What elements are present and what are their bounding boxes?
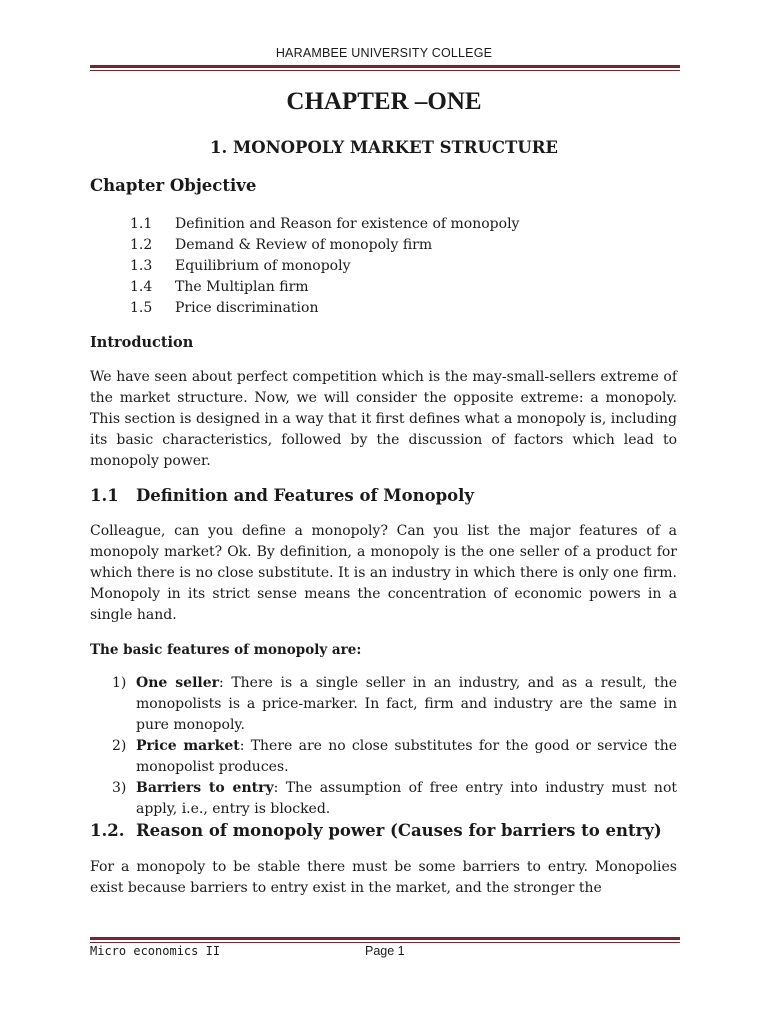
introduction-paragraph: We have seen about perfect competition which is the may-small-sellers extreme of the market structure. Now, we will consider the opposite extreme: a monopoly. This section is designed in a way that it first defines what a monopoly is, including its basic characteristics, followed by the discussion of factors which lead to monopoly power. bbox=[90, 369, 677, 469]
list-item: 2) Price market: There are no close substitutes for the good or service the monopolist produces. bbox=[112, 738, 677, 775]
section-1-1-paragraph: Colleague, can you define a monopoly? Can you list the major features of a monopoly market? Ok. By definition, a monopoly is the one seller of a product for which there is no close substitute. It is an industry in which there is only one firm. Monopoly in its strict sense means the concentration of economic powers in a single hand. bbox=[90, 523, 677, 623]
footer-course: Micro economics II bbox=[90, 944, 221, 958]
list-item: 3) Barriers to entry: The assumption of free entry into industry must not apply, i.e., entry is blocked. bbox=[112, 780, 677, 817]
header-rule bbox=[90, 65, 680, 71]
section-1-1-heading: 1.1 Definition and Features of Monopoly bbox=[90, 486, 474, 505]
list-item: 1.4 The Multiplan firm bbox=[130, 279, 309, 295]
list-item: 1) One seller: There is a single seller in an industry, and as a result, the monopolists is a price-marker. In fact, firm and industry are the same in pure monopoly. bbox=[112, 675, 677, 733]
features-heading: The basic features of monopoly are: bbox=[90, 642, 362, 658]
chapter-title: CHAPTER –ONE bbox=[286, 88, 482, 115]
footer-page-number: Page 1 bbox=[365, 944, 405, 958]
section-1-2-paragraph: For a monopoly to be stable there must be some barriers to entry. Monopolies exist because barriers to entry exist in the market, and the stronger the bbox=[90, 859, 677, 896]
introduction-heading: Introduction bbox=[90, 334, 194, 351]
list-item: 1.1 Definition and Reason for existence of monopoly bbox=[130, 216, 520, 232]
footer-rule bbox=[90, 937, 680, 943]
list-item: 1.2 Demand & Review of monopoly firm bbox=[130, 237, 433, 253]
section-1-2-heading: 1.2. Reason of monopoly power (Causes for barriers to entry) bbox=[90, 821, 662, 840]
features-list bbox=[90, 673, 677, 820]
list-item: 1.5 Price discrimination bbox=[130, 300, 319, 316]
section-title: 1. MONOPOLY MARKET STRUCTURE bbox=[209, 138, 558, 157]
running-header: HARAMBEE UNIVERSITY COLLEGE bbox=[275, 46, 493, 60]
list-item: 1.3 Equilibrium of monopoly bbox=[130, 258, 351, 274]
objectives-heading: Chapter Objective bbox=[90, 176, 257, 195]
objectives-list bbox=[130, 214, 519, 319]
